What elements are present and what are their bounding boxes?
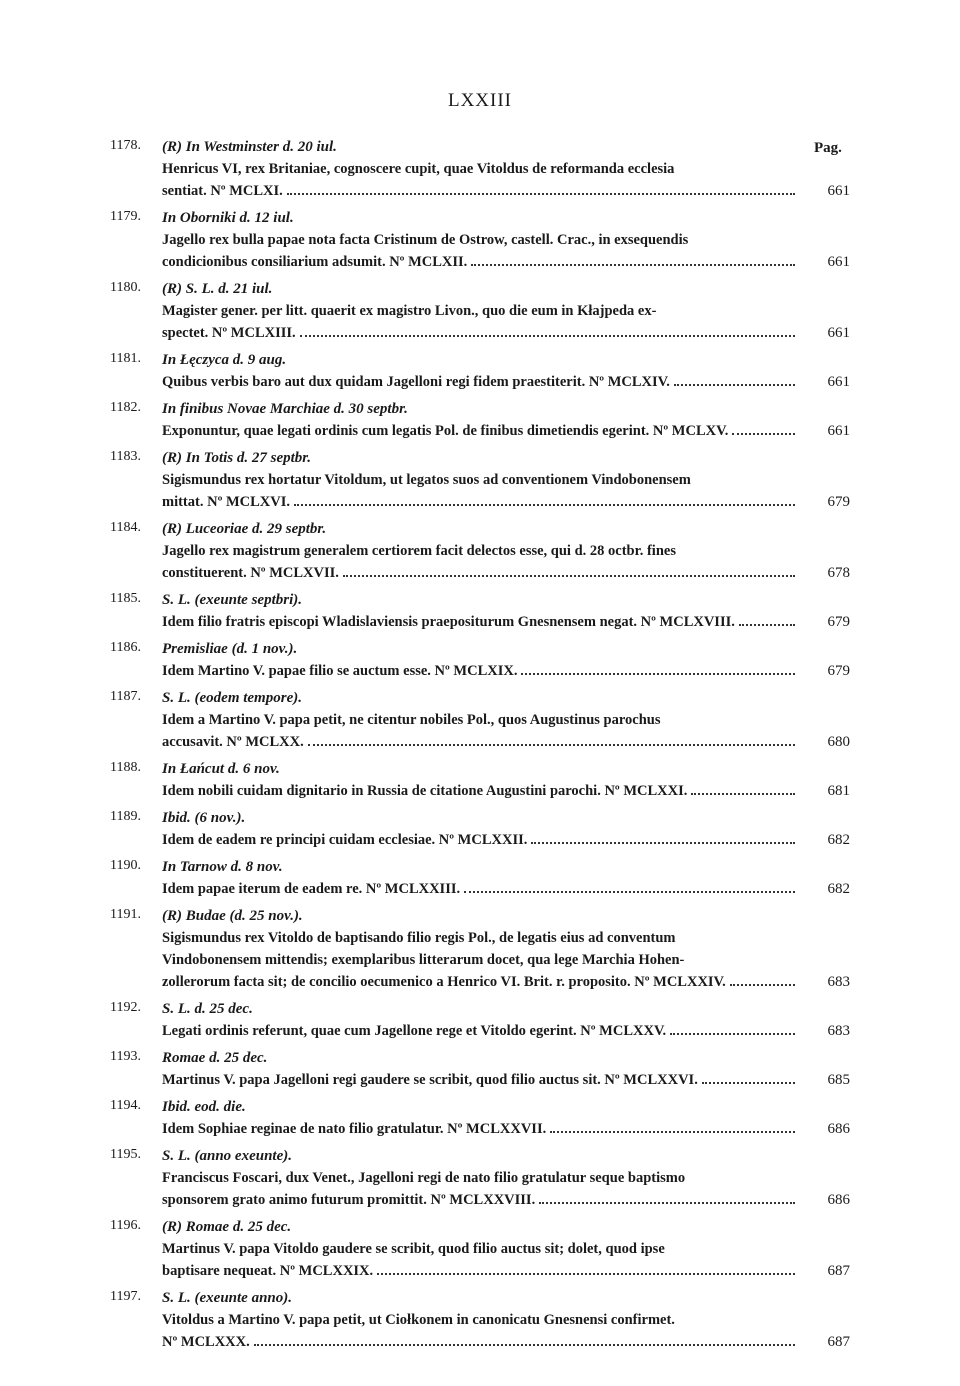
summary-text: condicionibus consiliarium adsumit. Nº MCLXII.	[162, 254, 468, 270]
summary-line: Idem a Martino V. papa petit, ne citentur nobiles Pol., quos Augustinus parochus	[162, 712, 661, 728]
entry	[0, 998, 960, 1042]
entry-number: 1197.	[110, 1289, 141, 1304]
entry	[0, 589, 960, 633]
entry-summary	[162, 660, 799, 682]
dot-leader	[730, 984, 795, 986]
entry-number: 1180.	[110, 280, 141, 295]
summary-line: Vindobonensem mittendis; exemplaribus litterarum docet, qua lege Marchia Hohen-	[162, 952, 685, 968]
summary-last-line	[162, 660, 799, 682]
entry-heading: (R) In Westminster d. 20 iul.	[162, 139, 337, 155]
summary-last-line	[162, 971, 799, 993]
entry-number: 1190.	[110, 858, 141, 873]
entry-heading: S. L. (exeunte septbri).	[162, 592, 302, 608]
summary-last-line	[162, 371, 799, 393]
entry-heading: (R) S. L. d. 21 iul.	[162, 281, 273, 297]
entry-number: 1193.	[110, 1049, 141, 1064]
entry-number: 1192.	[110, 1000, 141, 1015]
summary-text: Legati ordinis referunt, quae cum Jagellone rege et Vitoldo egerint. Nº MCLXXV.	[162, 1023, 667, 1039]
dot-leader	[377, 1273, 795, 1275]
entry-page-number: 683	[827, 974, 850, 990]
summary-text: spectet. Nº MCLXIII.	[162, 325, 296, 341]
entry-page-number: 686	[827, 1192, 850, 1208]
entry-number: 1187.	[110, 689, 141, 704]
entry-list	[0, 136, 960, 1358]
entry	[0, 136, 960, 202]
summary-text: accusavit. Nº MCLXX.	[162, 734, 304, 750]
summary-text: Nº MCLXXX.	[162, 1334, 250, 1350]
entry-page-number: 679	[827, 663, 850, 679]
summary-line: Martinus V. papa Vitoldo gaudere se scribit, quod filio auctus sit; dolet, quod ipse	[162, 1241, 665, 1257]
dot-leader	[702, 1082, 795, 1084]
entry-number: 1184.	[110, 520, 141, 535]
dot-leader	[300, 335, 795, 337]
entry-summary	[162, 878, 799, 900]
summary-last-line	[162, 731, 799, 753]
entry-heading: In Łęczyca d. 9 aug.	[162, 352, 287, 368]
entry-page-number: 661	[827, 254, 850, 270]
summary-line: Magister gener. per litt. quaerit ex magistro Livon., quo die eum in Kłajpeda ex-	[162, 303, 657, 319]
entry-page-number: 683	[827, 1023, 850, 1039]
summary-last-line	[162, 420, 799, 442]
entry	[0, 349, 960, 393]
entry	[0, 1216, 960, 1282]
summary-last-line	[162, 1260, 799, 1282]
entry-summary	[162, 371, 799, 393]
summary-last-line	[162, 878, 799, 900]
entry-heading: Romae d. 25 dec.	[162, 1050, 268, 1066]
entry-summary	[162, 780, 799, 802]
summary-line: Jagello rex bulla papae nota facta Cristinum de Ostrow, castell. Crac., in exsequendis	[162, 232, 689, 248]
entry-heading: Premisliae (d. 1 nov.).	[162, 641, 298, 657]
summary-last-line	[162, 611, 799, 633]
entry	[0, 807, 960, 851]
entry	[0, 905, 960, 993]
summary-text: Martinus V. papa Jagelloni regi gaudere se scribit, quod filio auctus sit. Nº MCLXXVI.	[162, 1072, 698, 1088]
summary-last-line	[162, 829, 799, 851]
entry-number: 1178.	[110, 138, 141, 153]
entry	[0, 856, 960, 900]
entry-summary	[162, 540, 799, 584]
summary-last-line	[162, 322, 799, 344]
entry-page-number: 661	[827, 183, 850, 199]
entry-summary	[162, 611, 799, 633]
summary-line: Vitoldus a Martino V. papa petit, ut Ciołkonem in canonicatu Gnesnensi confirmet.	[162, 1312, 675, 1328]
entry-page-number: 687	[827, 1334, 850, 1350]
entry-number: 1186.	[110, 640, 141, 655]
entry-heading: (R) In Totis d. 27 septbr.	[162, 450, 312, 466]
entry-page-number: 687	[827, 1263, 850, 1279]
entry	[0, 207, 960, 273]
entry-summary	[162, 1020, 799, 1042]
page-column-label: Pag.	[814, 140, 842, 156]
summary-last-line	[162, 1020, 799, 1042]
dot-leader	[550, 1131, 795, 1133]
entry	[0, 278, 960, 344]
entry-summary	[162, 1238, 799, 1282]
summary-last-line	[162, 251, 799, 273]
summary-last-line	[162, 562, 799, 584]
entry-heading: In Oborniki d. 12 iul.	[162, 210, 294, 226]
summary-text: Idem Martino V. papae filio se auctum esse. Nº MCLXIX.	[162, 663, 518, 679]
dot-leader	[287, 193, 795, 195]
entry-heading: S. L. (eodem tempore).	[162, 690, 302, 706]
summary-line: Jagello rex magistrum generalem certiorem facit delectos esse, qui d. 28 octbr. fines	[162, 543, 676, 559]
summary-line: Franciscus Foscari, dux Venet., Jagelloni regi de nato filio gratulatur seque baptismo	[162, 1170, 686, 1186]
entry	[0, 398, 960, 442]
summary-text: mittat. Nº MCLXVI.	[162, 494, 291, 510]
entry-number: 1182.	[110, 400, 141, 415]
summary-line: Henricus VI, rex Britaniae, cognoscere cupit, quae Vitoldus de reformanda ecclesia	[162, 161, 675, 177]
entry	[0, 687, 960, 753]
entry-heading: (R) Budae (d. 25 nov.).	[162, 908, 303, 924]
entry-page-number: 679	[827, 614, 850, 630]
entry-summary	[162, 229, 799, 273]
entry-number: 1195.	[110, 1147, 141, 1162]
entry	[0, 1145, 960, 1211]
entry-heading: In Łańcut d. 6 nov.	[162, 761, 280, 777]
entry-page-number: 661	[827, 374, 850, 390]
entry-summary	[162, 1309, 799, 1353]
summary-last-line	[162, 1189, 799, 1211]
entry-page-number: 680	[827, 734, 850, 750]
entry-summary	[162, 158, 799, 202]
summary-text: Idem papae iterum de eadem re. Nº MCLXXIII.	[162, 881, 461, 897]
summary-text: zollerorum facta sit; de concilio oecumenico a Henrico VI. Brit. r. proposito. Nº MCLXXIV.	[162, 974, 726, 990]
summary-text: Idem de eadem re principi cuidam ecclesiae. Nº MCLXXII.	[162, 832, 528, 848]
dot-leader	[739, 624, 795, 626]
entry-heading: In Tarnow d. 8 nov.	[162, 859, 283, 875]
entry-summary	[162, 1069, 799, 1091]
summary-text: Idem Sophiae reginae de nato filio gratulatur. Nº MCLXXVII.	[162, 1121, 547, 1137]
page-title: LXXIII	[447, 90, 513, 111]
entry-heading: S. L. (anno exeunte).	[162, 1148, 293, 1164]
entry-summary	[162, 420, 799, 442]
summary-text: sponsorem grato animo futurum promittit. Nº MCLXXVIII.	[162, 1192, 536, 1208]
entry-page-number: 685	[827, 1072, 850, 1088]
dot-leader	[343, 575, 795, 577]
entry-number: 1183.	[110, 449, 141, 464]
entry-heading: (R) Romae d. 25 dec.	[162, 1219, 292, 1235]
entry-page-number: 682	[827, 832, 850, 848]
entry-heading: S. L. d. 25 dec.	[162, 1001, 253, 1017]
entry-page-number: 679	[827, 494, 850, 510]
summary-last-line	[162, 180, 799, 202]
summary-last-line	[162, 491, 799, 513]
entry-number: 1196.	[110, 1218, 141, 1233]
entry-summary	[162, 469, 799, 513]
dot-leader	[670, 1033, 795, 1035]
entry-page-number: 682	[827, 881, 850, 897]
summary-last-line	[162, 1331, 799, 1353]
entry-number: 1189.	[110, 809, 141, 824]
entry	[0, 1287, 960, 1353]
entry-number: 1191.	[110, 907, 141, 922]
entry	[0, 758, 960, 802]
dot-leader	[464, 891, 795, 893]
entry-summary	[162, 1167, 799, 1211]
entry-number: 1188.	[110, 760, 141, 775]
summary-text: Exponuntur, quae legati ordinis cum legatis Pol. de finibus dimetiendis egerint. Nº MCLXV.	[162, 423, 729, 439]
entry-summary	[162, 927, 799, 993]
entry-number: 1181.	[110, 351, 141, 366]
entry-summary	[162, 300, 799, 344]
entry	[0, 1096, 960, 1140]
summary-line: Sigismundus rex hortatur Vitoldum, ut legatos suos ad conventionem Vindobonensem	[162, 472, 691, 488]
entry	[0, 638, 960, 682]
summary-last-line	[162, 1069, 799, 1091]
entry-page-number: 661	[827, 325, 850, 341]
dot-leader	[674, 384, 795, 386]
entry-heading: In finibus Novae Marchiae d. 30 septbr.	[162, 401, 408, 417]
entry	[0, 447, 960, 513]
dot-leader	[471, 264, 795, 266]
dot-leader	[294, 504, 795, 506]
entry-number: 1185.	[110, 591, 141, 606]
summary-text: Idem filio fratris episcopi Wladislaviensis praepositurum Gnesnensem negat. Nº MCLXVIII.	[162, 614, 735, 630]
summary-last-line	[162, 780, 799, 802]
dot-leader	[308, 744, 795, 746]
entry-summary	[162, 829, 799, 851]
entry-heading: S. L. (exeunte anno).	[162, 1290, 293, 1306]
summary-text: baptisare nequeat. Nº MCLXXIX.	[162, 1263, 374, 1279]
entry-heading: (R) Luceoriae d. 29 septbr.	[162, 521, 327, 537]
summary-last-line	[162, 1118, 799, 1140]
dot-leader	[732, 433, 795, 435]
summary-text: Idem nobili cuidam dignitario in Russia de citatione Augustini parochi. Nº MCLXXI.	[162, 783, 688, 799]
entry	[0, 1047, 960, 1091]
dot-leader	[521, 673, 795, 675]
entry-page-number: 678	[827, 565, 850, 581]
entry-number: 1194.	[110, 1098, 141, 1113]
entry	[0, 518, 960, 584]
summary-text: Quibus verbis baro aut dux quidam Jagelloni regi fidem praestiterit. Nº MCLXIV.	[162, 374, 670, 390]
entry-number: 1179.	[110, 209, 141, 224]
summary-text: constituerent. Nº MCLXVII.	[162, 565, 339, 581]
dot-leader	[254, 1344, 795, 1346]
summary-text: sentiat. Nº MCLXI.	[162, 183, 283, 199]
dot-leader	[691, 793, 795, 795]
entry-page-number: 686	[827, 1121, 850, 1137]
entry-page-number: 681	[827, 783, 850, 799]
entry-page-number: 661	[827, 423, 850, 439]
dot-leader	[531, 842, 795, 844]
entry-summary	[162, 1118, 799, 1140]
entry-heading: Ibid. (6 nov.).	[162, 810, 246, 826]
summary-line: Sigismundus rex Vitoldo de baptisando filio regis Pol., de legatis eius ad conventum	[162, 930, 676, 946]
entry-summary	[162, 709, 799, 753]
entry-heading: Ibid. eod. die.	[162, 1099, 246, 1115]
dot-leader	[539, 1202, 795, 1204]
